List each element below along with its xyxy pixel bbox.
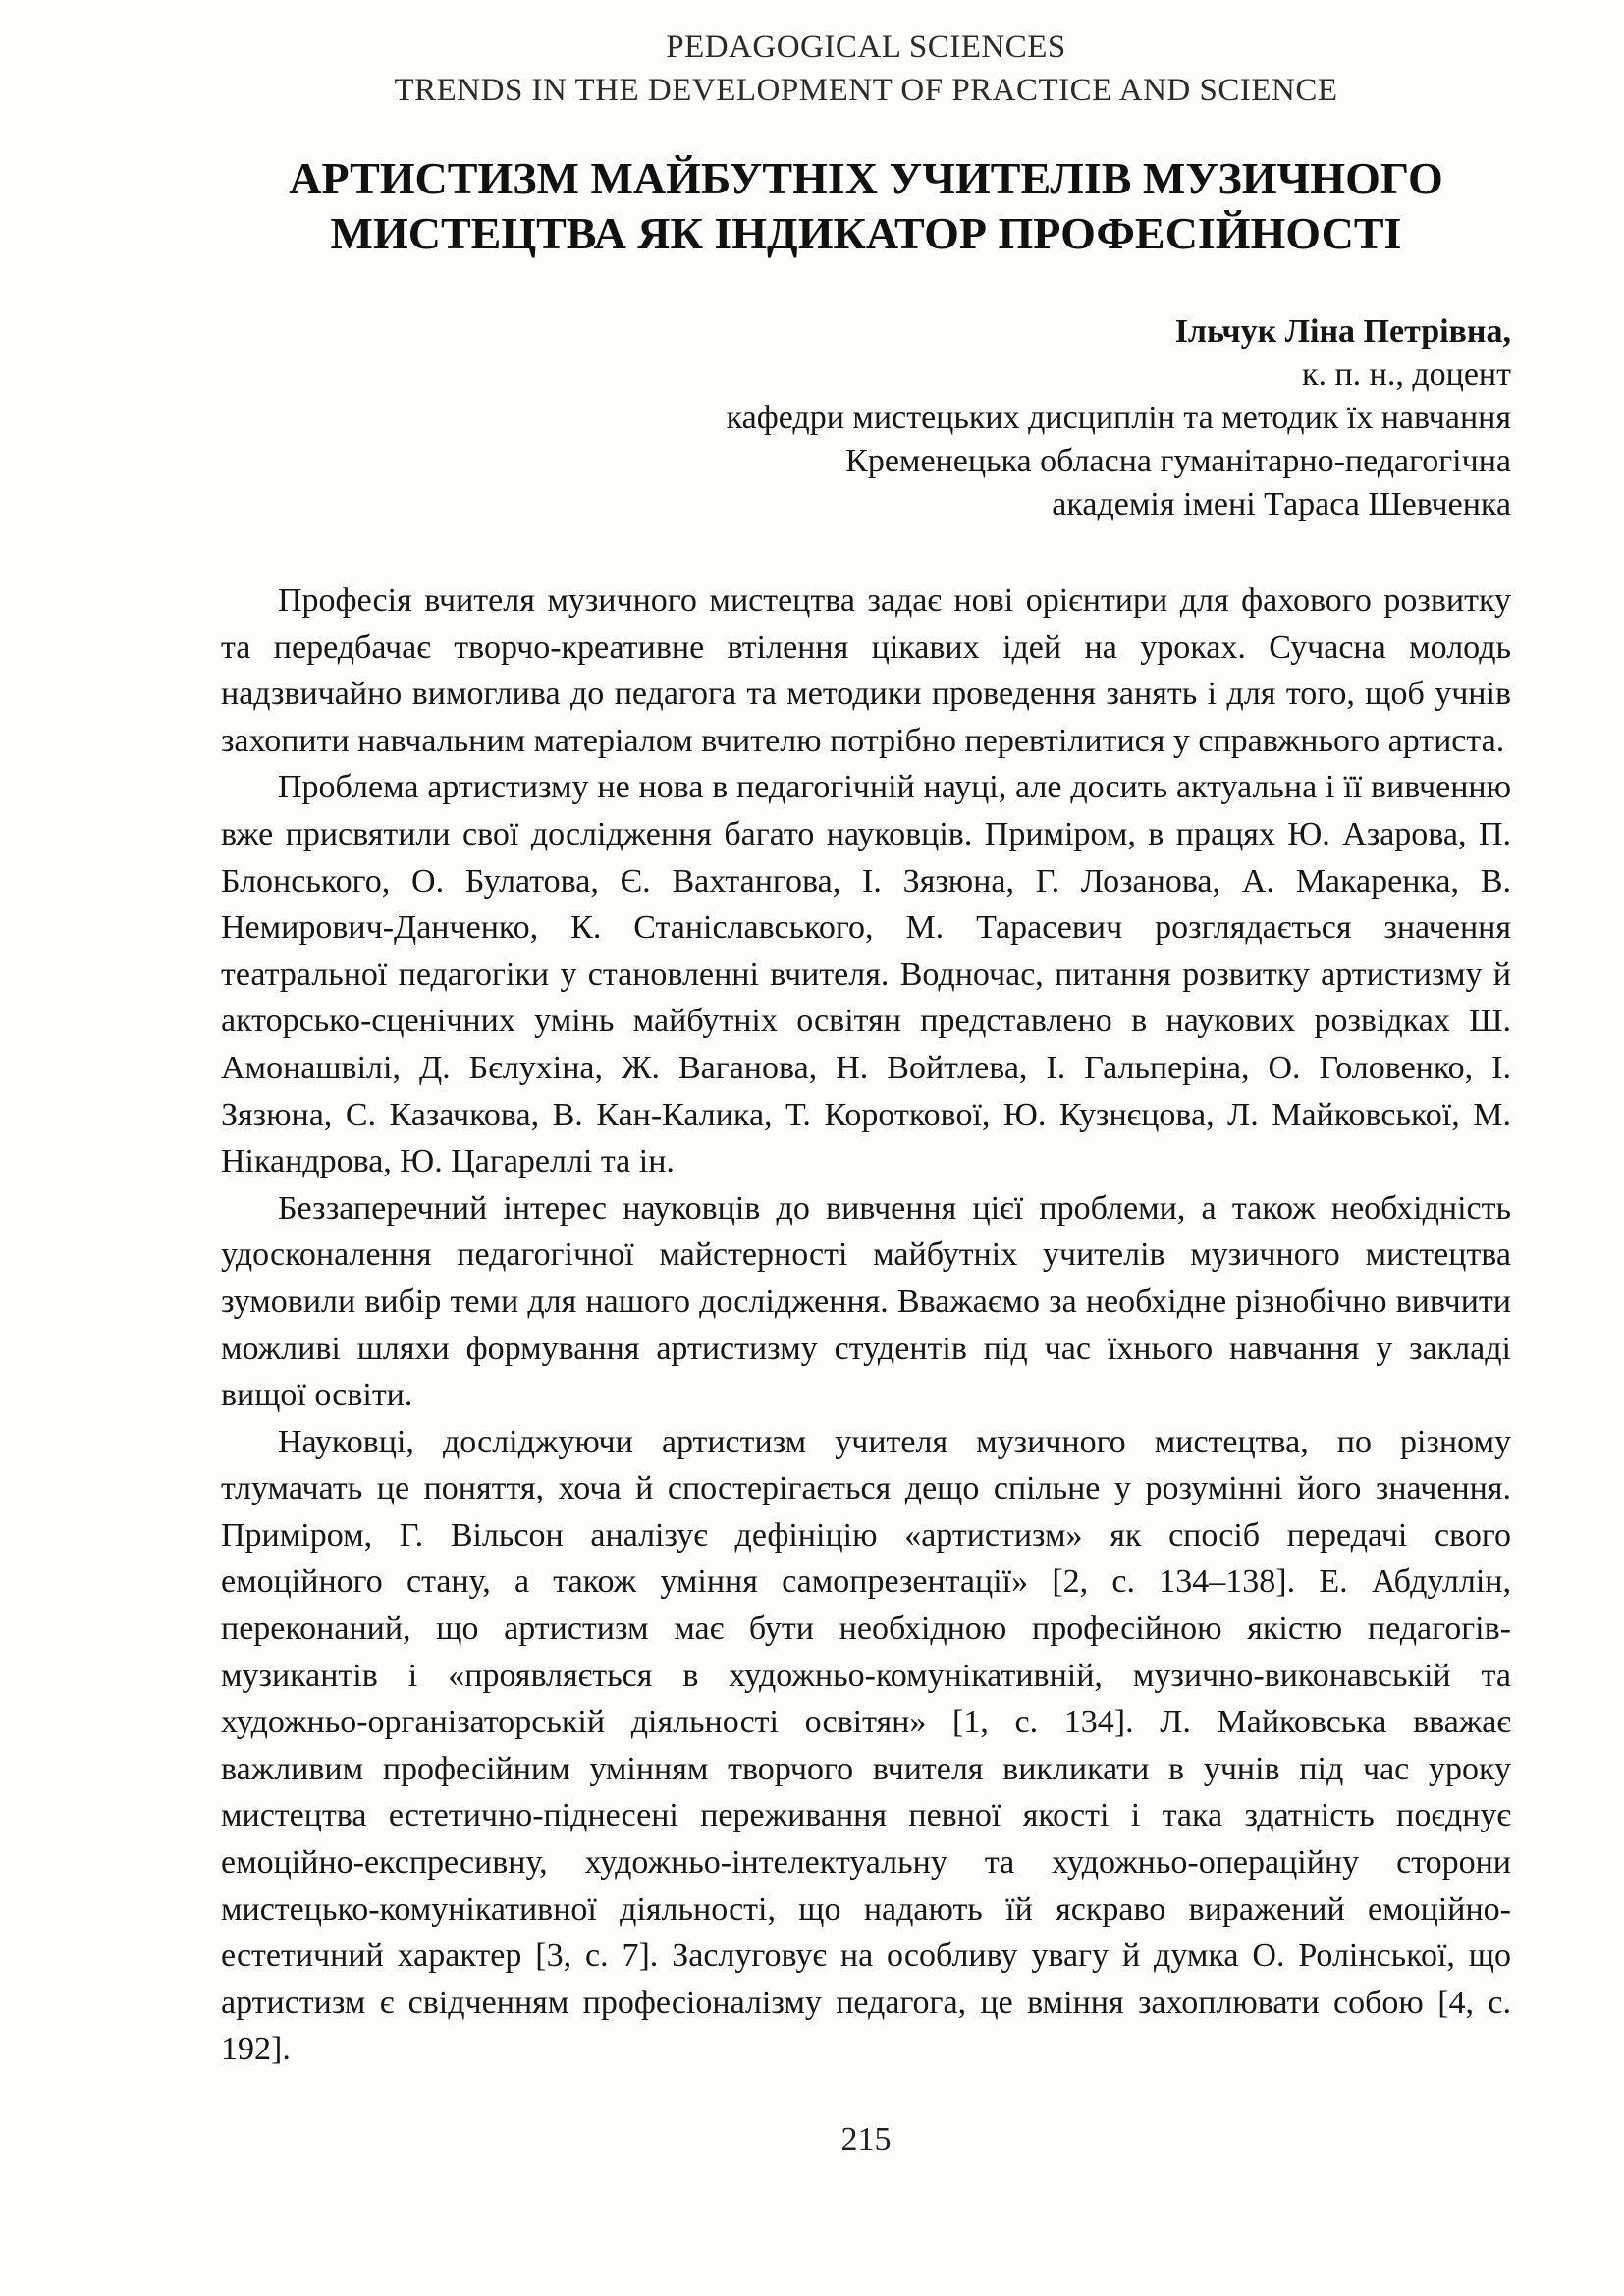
- author-affiliation-line2: Кременецька обласна гуманітарно-педагогічна: [845, 443, 1511, 479]
- running-header-line2: TRENDS IN THE DEVELOPMENT OF PRACTICE AND SCIENCE: [394, 73, 1338, 108]
- article-body: [221, 577, 1511, 2073]
- article-title-line1: АРТИСТИЗМ МАЙБУТНІХ УЧИТЕЛІВ МУЗИЧНОГО: [289, 153, 1443, 203]
- paragraph-1: Професія вчителя музичного мистецтва задає нові орієнтири для фахового розвитку та передбачає творчо-креативне втілення цікавих ідей на уроках. Сучасна молодь надзвичайно вимоглива до педагога та методики проведення занять і для того, щоб учнів захопити навчальним матеріалом вчителю потрібно перевтілитися у справжнього артиста.: [221, 582, 1511, 759]
- running-header-line1: PEDAGOGICAL SCIENCES: [666, 29, 1066, 65]
- paragraph-2: Проблема артистизму не нова в педагогічній науці, але досить актуальна і її вивченню вже присвятили свої дослідження багато науковців. Приміром, в працях Ю. Азарова, П. Блонського, О. Булатова, Є. Вахтангова, І. Зязюна, Г. Лозанова, А. Макаренка, В. Немирович-Данченко, К. Станіславського, М. Тарасевич розглядається значення театральної педагогіки у становленні вчителя. Водночас, питання розвитку артистизму й акторсько-сценічних умінь майбутніх освітян представлено в наукових розвідках Ш. Амонашвілі, Д. Бєлухіна, Ж. Ваганова, Н. Войтлева, І. Гальперіна, О. Головенко, І. Зязюна, С. Казачкова, В. Кан-Калика, Т. Короткової, Ю. Кузнєцова, Л. Майковської, М. Нікандрова, Ю. Цагареллі та ін.: [221, 769, 1511, 1180]
- paragraph-3: Беззаперечний інтерес науковців до вивчення цієї проблеми, а також необхідність удосконалення педагогічної майстерності майбутніх учителів музичного мистецтва зумовили вибір теми для нашого дослідження. Вважаємо за необхідне різнобічно вивчити можливі шляхи формування артистизму студентів під час їхнього навчання у закладі вищої освіти.: [221, 1189, 1511, 1414]
- page-number: 215: [840, 2121, 892, 2158]
- author-name: Ільчук Ліна Петрівна,: [1174, 313, 1511, 350]
- author-degree: к. п. н., доцент: [1301, 356, 1511, 393]
- author-affiliation-line3: академія імені Тараса Шевченка: [1052, 486, 1511, 522]
- author-block: [221, 310, 1511, 526]
- running-header: [221, 26, 1511, 112]
- author-affiliation-line1: кафедри мистецьких дисциплін та методик їх навчання: [726, 400, 1511, 436]
- page-footer: [221, 2121, 1511, 2159]
- paragraph-4: Науковці, досліджуючи артистизм учителя музичного мистецтва, по різному тлумачать це поняття, хоча й спостерігається дещо спільне у розумінні його значення. Приміром, Г. Вільсон аналізує дефініцію «артистизм» як спосіб передачі свого емоційного стану, а також уміння самопрезентації» [2, с. 134–138]. Е. Абдуллін, переконаний, що артистизм має бути необхідною професійною якістю педагогів-музикантів і «проявляється в художньо-комунікативній, музично-виконавській та художньо-організаторській діяльності освітян» [1, с. 134]. Л. Майковська вважає важливим професійним умінням творчого вчителя викликати в учнів під час уроку мистецтва естетично-піднесені переживання певної якості і така здатність поєднує емоційно-експресивну, художньо-інтелектуальну та художньо-операційну сторони мистецько-комунікативної діяльності, що надають їй яскраво виражений емоційно-естетичний характер [3, с. 7]. Заслуговує на особливу увагу й думка О. Ролінської, що артистизм є свідченням професіоналізму педагога, це вміння захоплювати собою [4, с. 192].: [221, 1423, 1511, 2068]
- article-title: [221, 151, 1511, 261]
- article-title-line2: МИСТЕЦТВА ЯК ІНДИКАТОР ПРОФЕСІЙНОСТІ: [330, 208, 1402, 258]
